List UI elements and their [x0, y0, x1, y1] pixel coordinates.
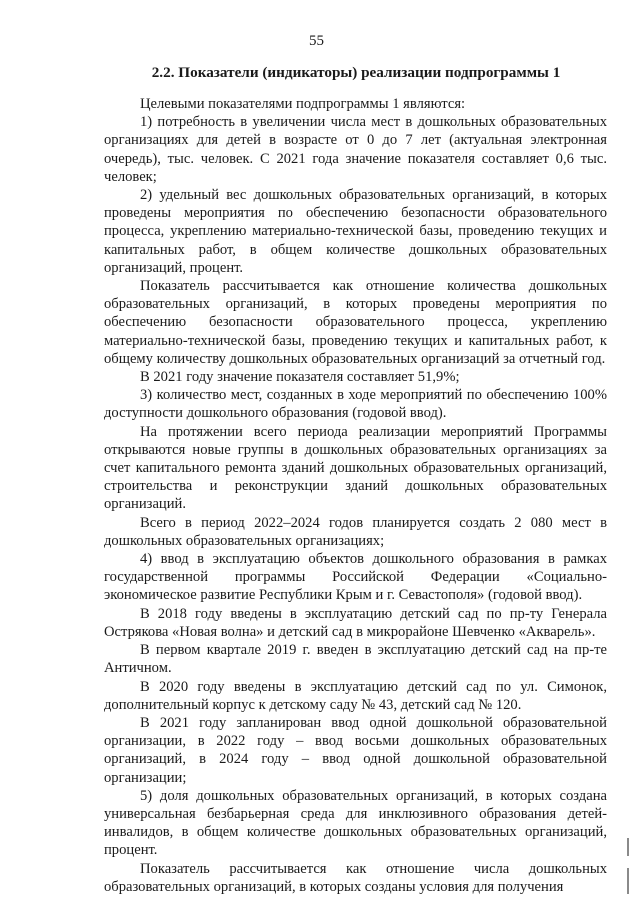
paragraph: Целевыми показателями подпрограммы 1 являются: — [140, 96, 466, 112]
paragraph: В 2021 году запланирован ввод одной дошкольной образовательной организации, в 2022 году – ввод восьми дошкольных образовательных организаций, в 2024 году – ввод одной дошкольной образовательной организации; — [104, 714, 607, 786]
section-heading: 2.2. Показатели (индикаторы) реализации подпрограммы 1 — [151, 64, 561, 81]
paragraph: 2) удельный вес дошкольных образовательных организаций, в которых проведены мероприятия по обеспечению безопасности образовательного процесса, укреплению материально-технической базы, проведению текущих и капитальных работ, в общем количестве дошкольных образовательных организаций, процент. — [104, 187, 607, 276]
paragraph: 3) количество мест, созданных в ходе мероприятий по обеспечению 100% доступности дошкольного образования (годовой ввод). — [104, 387, 607, 422]
scan-edge-mark — [627, 868, 629, 894]
paragraph: На протяжении всего периода реализации мероприятий Программы открываются новые группы в дошкольных образовательных организациях за счет капитального ремонта зданий дошкольных образовательных организаций, строительства и реконструкции зданий дошкольных образовательных организаций. — [104, 423, 607, 513]
paragraph: В 2020 году введены в эксплуатацию детский сад по ул. Симонок, дополнительный корпус к детскому саду № 43, детский сад № 120. — [104, 678, 607, 713]
paragraph: В 2021 году значение показателя составляет 51,9%; — [140, 369, 460, 386]
paragraph: Всего в период 2022–2024 годов планируется создать 2 080 мест в дошкольных образовательных организациях; — [104, 514, 607, 549]
page-number: 55 — [309, 33, 324, 49]
paragraph: Показатель рассчитывается как отношение числа дошкольных образовательных организаций, в которых созданы условия для получения — [104, 860, 607, 895]
paragraph: В первом квартале 2019 г. введен в эксплуатацию детский сад на пр-те Античном. — [104, 642, 607, 677]
scan-edge-mark — [627, 838, 629, 856]
paragraph: 5) доля дошкольных образовательных организаций, в которых создана универсальная безбарьерная среда для инклюзивного образования детей-инвалидов, в общем количестве дошкольных образовательных организаций, процент. — [104, 787, 607, 859]
paragraph: В 2018 году введены в эксплуатацию детский сад по пр-ту Генерала Острякова «Новая волна» и детский сад в микрорайоне Шевченко «Акварель». — [104, 605, 607, 640]
paragraph: 4) ввод в эксплуатацию объектов дошкольного образования в рамках государственной программы Российской Федерации «Социально-экономическое развитие Республики Крым и г. Севастополя» (годовой ввод). — [104, 551, 607, 604]
paragraph: 1) потребность в увеличении числа мест в дошкольных образовательных организациях для детей в возрасте от 0 до 7 лет (актуальная электронная очередь), тыс. человек. С 2021 года значение показателя составляет 0,6 тыс. человек; — [104, 114, 607, 185]
paragraph: Показатель рассчитывается как отношение количества дошкольных образовательных организаций, в которых проведены мероприятия по обеспечению безопасности образовательного процесса, укреплению материально-технической базы, проведению текущих и капитальных работ, к общему количеству дошкольных образовательных организаций за отчетный год. — [104, 278, 607, 367]
body-text — [104, 95, 607, 896]
